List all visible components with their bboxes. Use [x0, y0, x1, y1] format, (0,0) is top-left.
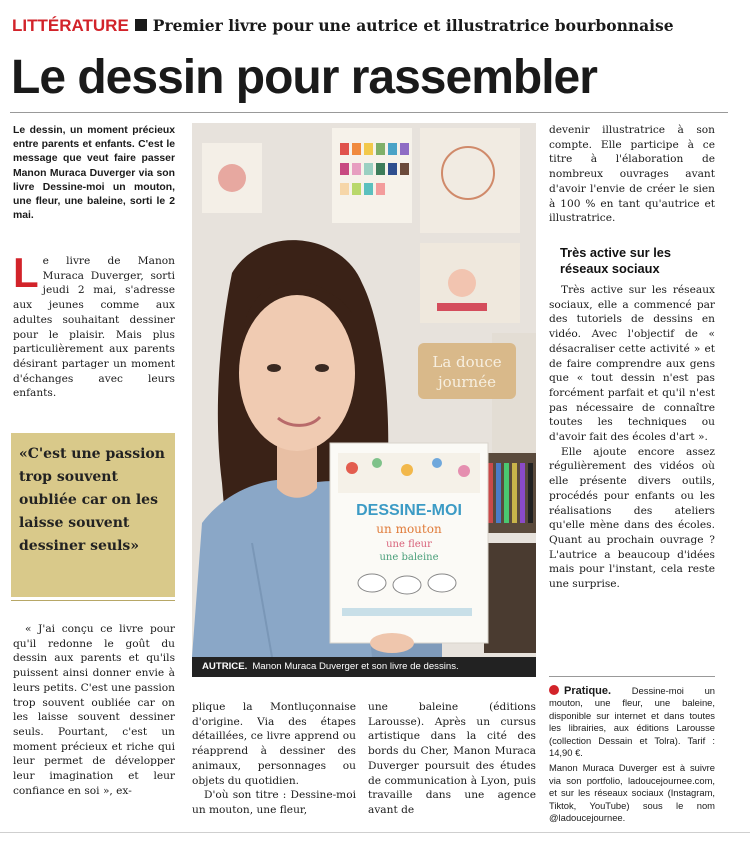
column-4-bottom — [549, 283, 715, 592]
pull-quote-text: «C'est une passion trop souvent oubliée car on les laisse souvent dessiner seuls» — [19, 446, 165, 554]
caption-text: Manon Muraca Duverger et son livre de dessins. — [252, 661, 459, 672]
pratique-paragraph-1 — [549, 685, 715, 759]
col4-paragraph-2: Très active sur les réseaux sociaux, elle a commencé par des tutoriels de dessins en vidéo. Avec l'objectif de « désacraliser cette activité » et de faire comprendre aux gens que « tout dessin n'est pas forcément parfait et qu'il n'est pas nécessaire de connaître toutes les techniques ou d'avoir fait des écoles d'art ». — [549, 284, 715, 444]
column-3 — [368, 700, 536, 818]
col4-paragraph-3: Elle ajoute encore assez régulièrement des vidéos où elle présente divers outils, procédés pour enfants ou les réalisations des ateliers qu'elle mène dans des écoles. Quant au prochain ouvrage ? L'autrice a beaucoup d'idées mais pour l'instant, cela reste une surprise. — [549, 445, 715, 591]
col4-paragraph-1: devenir illustratrice à son compte. Elle participe à ce titre à l'élaboration de nombreux ouvrages avant d'avoir l'envie de créer le sien à 100 % en tant qu'autrice et illustratrice. — [549, 124, 715, 225]
pratique-paragraph-2: Manon Muraca Duverger est à suivre via son portfolio, ladoucejournee.com, et sur les réseaux sociaux (Instagram, Tiktok, YouTube) sous le nom @ladoucejournee. — [549, 762, 715, 824]
kicker — [12, 16, 674, 36]
square-bullet-icon — [135, 19, 147, 31]
kicker-subtitle: Premier livre pour une autrice et illustratrice bourbonnaise — [152, 16, 674, 35]
headline: Le dessin pour rassembler — [11, 51, 597, 104]
divider — [549, 676, 715, 677]
book-title-4: une baleine — [379, 552, 439, 563]
col2-paragraph-2: D'où son titre : Dessine-moi un mouton, une fleur, — [192, 789, 356, 816]
col2-paragraph-1: plique la Montluçonnaise d'origine. Via des étapes détaillées, ce livre apprend ou réapprend à dessiner des animaux, personnages ou objets du quotidien. — [192, 701, 356, 787]
drop-cap: L — [13, 249, 39, 296]
column-1-top — [13, 249, 175, 401]
column-2 — [192, 700, 356, 818]
photo-illustration — [192, 123, 536, 657]
col3-paragraph-1: une baleine (éditions Larousse). Après un cursus artistique dans la cité des bords du Cher, Manon Muraca Duverger poursuit des études de communication à Lyon, puis travaille dans une agence avant de — [368, 701, 536, 816]
bullet-circle-icon — [549, 685, 559, 695]
pull-quote — [11, 433, 175, 597]
column-4-top — [549, 123, 715, 226]
sign-text-2: journée — [438, 373, 496, 391]
book-title-2: un mouton — [376, 522, 442, 536]
lead-paragraph: Le dessin, un moment précieux entre parents et enfants. C'est le message que veut faire passer Manon Muraca Duverger via son livre Dessine-moi un mouton, une fleur, une baleine, sorti le 2 mai. — [13, 125, 175, 222]
divider — [10, 112, 728, 113]
subheading: Très active sur les réseaux sociaux — [560, 245, 671, 276]
col1-paragraph-2: « J'ai conçu ce livre pour qu'il redonne le goût du dessin aux parents et qu'ils puissent ainsi donner envie à leurs petits. C'est une passion trop souvent oubliée car on les laisse souvent dessiner seuls. Pourtant, c'est un moment précieux et riche qui leur permet de développer leur imagination et leur confiance en soi », ex- — [13, 623, 175, 797]
pratique-label: Pratique. — [564, 685, 612, 697]
divider — [11, 600, 175, 601]
divider — [0, 832, 750, 833]
column-1-bottom — [13, 622, 175, 798]
book-title-1: DESSINE-MOI — [356, 502, 462, 519]
pratique-box — [549, 685, 715, 827]
photo-caption — [192, 657, 536, 677]
pratique-text-1: Dessine-moi un mouton, une fleur, une baleine, disponible sur internet et dans toutes les librairies, aux éditions Larousse (collection Dessain et Tolra). Tarif : 14,90 €. — [549, 685, 715, 759]
section-label: LITTÉRATURE — [12, 16, 129, 35]
book-title-3: une fleur — [386, 539, 432, 550]
sign-text-1: La douce — [432, 353, 502, 371]
col1-paragraph-1: e livre de Manon Muraca Duverger, sorti jeudi 2 mai, s'adresse aux jeunes comme aux adultes souhaitant dessiner pour le plaisir. Mais plus particulièrement aux parents désirant partager un moment d'échanges avec leurs enfants. — [13, 255, 175, 400]
article-photo — [192, 123, 536, 657]
caption-label: AUTRICE. — [202, 661, 248, 672]
